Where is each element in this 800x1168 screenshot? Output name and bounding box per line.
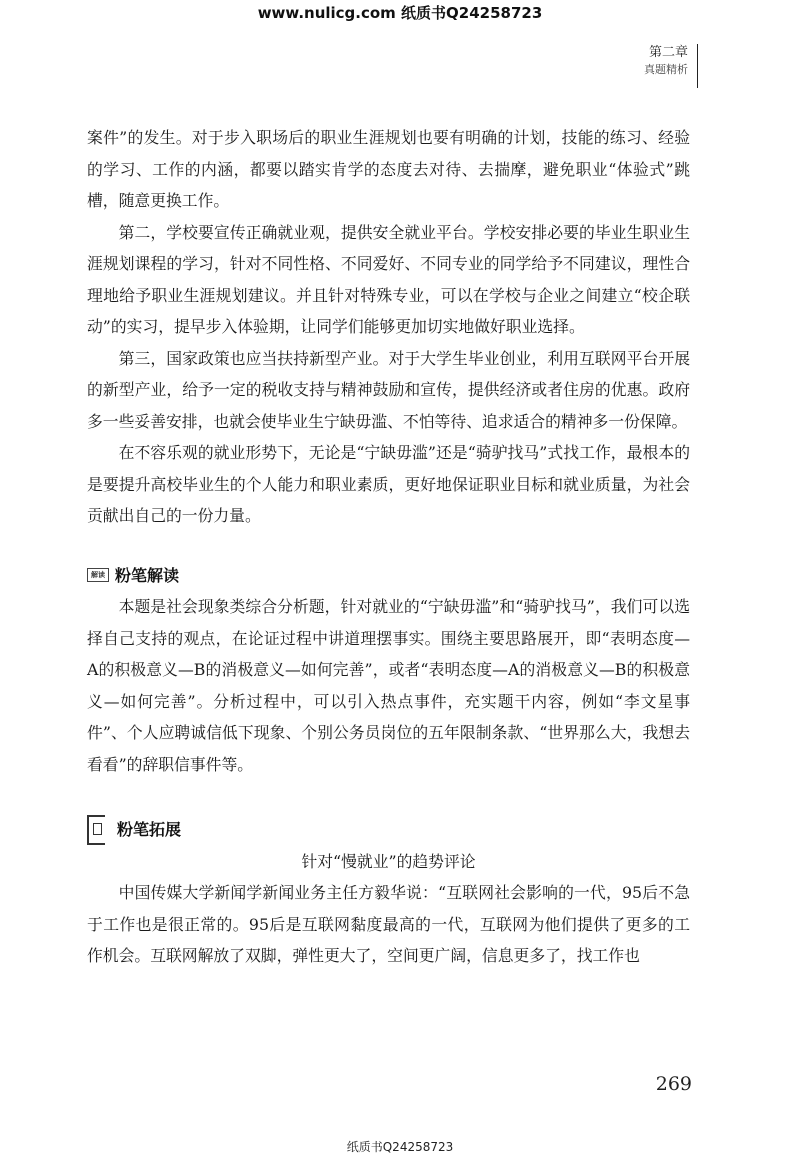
- chapter-title: 第二章: [648, 45, 688, 60]
- interpretation-heading-label: 粉笔解读: [115, 565, 180, 585]
- chapter-subtitle: 真题精析: [644, 63, 688, 76]
- paragraph-continuation: 案件”的发生。对于步入职场后的职业生涯规划也要有明确的计划，技能的练习、经验的学习、工作的内涵，都要以踏实肯学的态度去对待、去揣摩，避免职业“体验式”跳槽，随意更换工作。: [87, 128, 690, 210]
- paragraph-conclusion: 在不容乐观的就业形势下，无论是“宁缺毋滥”还是“骑驴找马”式找工作，最根本的是要提升高校毕业生的个人能力和职业素质，更好地保证职业目标和就业质量，为社会贡献出自己的一份力量。: [87, 443, 690, 525]
- chapter-header: [644, 44, 688, 78]
- expansion-heading: [87, 814, 690, 846]
- interpretation-heading: [87, 560, 690, 592]
- expansion-title: 针对“慢就业”的趋势评论: [301, 851, 476, 871]
- interpretation-paragraph: 本题是社会现象类综合分析题，针对就业的“宁缺毋滥”和“骑驴找马”，我们可以选择自己支持的观点，在论证过程中讲道理摆事实。围绕主要思路展开，即“表明态度—A的积极意义—B的消极意义—如何完善”，或者“表明态度—A的消极意义—B的积极意义—如何完善”。分析过程中，可以引入热点事件，充实题干内容，例如“李文星事件”、个人应聘诚信低下现象、个别公务员岗位的五年限制条款、“世界那么大，我想去看看”的辞职信事件等。: [87, 597, 690, 774]
- expansion-heading-label: 粉笔拓展: [117, 820, 182, 839]
- paragraph-school: 第二，学校要宣传正确就业观，提供安全就业平台。学校安排必要的毕业生职业生涯规划课程的学习，针对不同性格、不同爱好、不同专业的同学给予不同建议，理性合理地给予职业生涯规划建议。并且针对特殊专业，可以在学校与企业之间建立“校企联动”的实习，提早步入体验期，让同学们能够更加切实地做好职业选择。: [87, 222, 690, 336]
- watermark-top: www.nulicg.com 纸质书Q24258723: [257, 4, 543, 22]
- chapter-divider: [697, 44, 699, 88]
- expansion-paragraph: 中国传媒大学新闻学新闻业务主任方毅华说：“互联网社会影响的一代，95后不急于工作也是很正常的。95后是互联网黏度最高的一代，互联网为他们提供了更多的工作机会。互联网解放了双脚，弹性更大了，空间更广阔，信息更多了，找工作也: [87, 883, 690, 965]
- paragraph-policy: 第三，国家政策也应当扶持新型产业。对于大学生毕业创业，利用互联网平台开展的新型产业，给予一定的税收支持与精神鼓励和宣传，提供经济或者住房的优惠。政府多一些妥善安排，也就会使毕业生宁缺毋滥、不怕等待、追求适合的精神多一份保障。: [87, 348, 690, 431]
- page-number: 269: [655, 1073, 692, 1095]
- bookmark-icon: [87, 815, 105, 845]
- watermark-bottom: 纸质书Q24258723: [346, 1140, 454, 1154]
- page-content: [87, 122, 690, 972]
- interpretation-icon: 解读: [87, 568, 109, 582]
